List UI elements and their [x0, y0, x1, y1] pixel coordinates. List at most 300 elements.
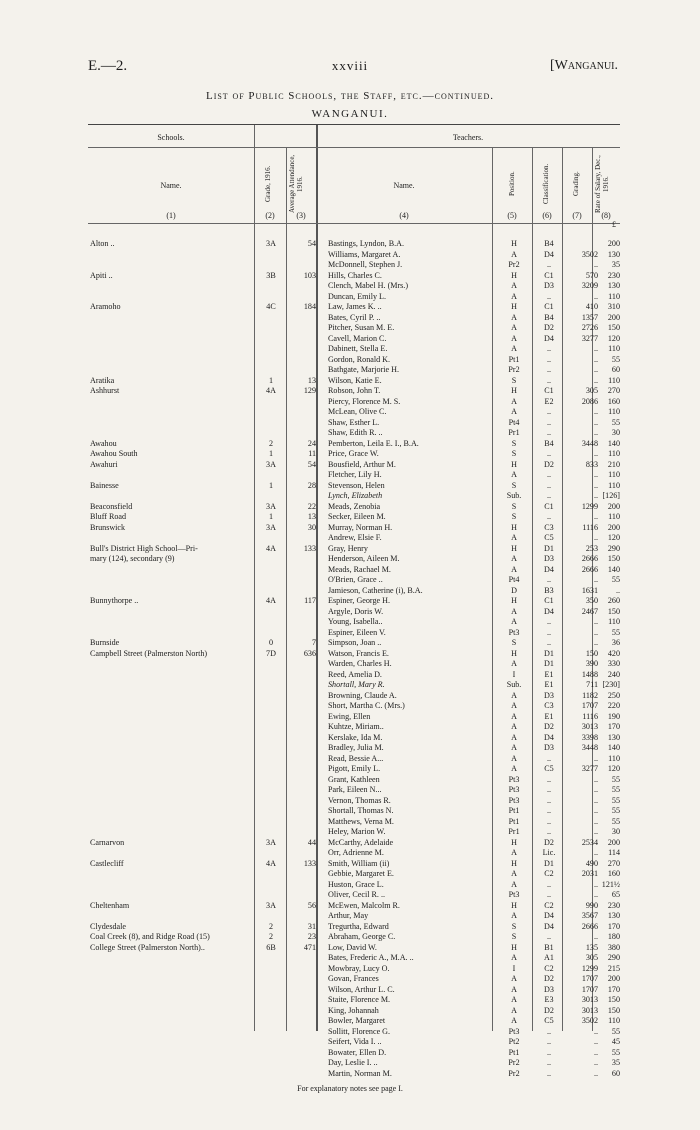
table-row — [88, 586, 620, 596]
grade-cell: 0 — [268, 638, 274, 647]
classification-cell: .. — [546, 1068, 552, 1078]
teacher-name: Clench, Mabel H. (Mrs.) — [328, 281, 409, 290]
table-row — [88, 502, 620, 512]
table-row — [88, 775, 620, 785]
table-row — [88, 838, 620, 848]
position-header: Position. — [508, 171, 516, 197]
grading-cell: 3209 — [581, 281, 598, 290]
salary-cell: 110 — [608, 617, 620, 626]
position-cell: A — [511, 533, 517, 542]
teacher-name: Smith, William (ii) — [328, 858, 390, 868]
grading-cell: .. — [593, 1068, 598, 1078]
classification-cell: .. — [546, 1058, 552, 1067]
table-row — [88, 460, 620, 470]
position-cell: H — [511, 459, 517, 469]
position-cell: A — [511, 869, 517, 878]
col-num-8: (8) — [601, 211, 611, 220]
position-cell: A — [511, 974, 517, 983]
classification-cell: D4 — [544, 249, 554, 259]
table-row — [88, 953, 620, 963]
attendance-cell: 56 — [307, 900, 316, 910]
table-row — [88, 355, 620, 365]
position-cell: A — [511, 690, 517, 700]
classification-cell: D4 — [544, 921, 554, 931]
salary-cell: 200 — [607, 522, 620, 532]
salary-cell: 200 — [607, 837, 620, 847]
teacher-name: Wilson, Katie E. — [328, 375, 382, 385]
salary-cell: 121½ — [601, 879, 620, 889]
table-row — [88, 1058, 620, 1068]
position-cell: Pt2 — [508, 1037, 520, 1046]
school-name: Carnarvon — [90, 837, 125, 847]
table-row — [88, 1037, 620, 1047]
grade-cell: 3A — [266, 459, 276, 469]
grading-header: Grading. — [572, 171, 580, 197]
grading-cell: .. — [593, 470, 598, 479]
teacher-name: Kerslake, Ida M. — [328, 732, 383, 742]
classification-cell: B4 — [544, 438, 554, 448]
teacher-name: Bradley, Julia M. — [328, 743, 384, 752]
grading-cell: 833 — [585, 459, 598, 469]
page-subtitle: List of Public Schools, the Staff, etc.—continued. — [205, 90, 495, 102]
grading-cell: .. — [593, 638, 598, 647]
teacher-name: Young, Isabella.. — [328, 617, 383, 626]
teacher-name: Andrew, Elsie F. — [328, 533, 382, 542]
attendance-cell: 184 — [303, 302, 316, 311]
teacher-name: Robson, John T. — [328, 386, 381, 395]
classification-cell: Lic. — [542, 848, 556, 857]
grading-cell: .. — [593, 533, 598, 542]
position-cell: H — [511, 302, 517, 311]
teacher-name: Simpson, Joan .. — [328, 638, 382, 647]
classification-cell: A1 — [544, 953, 554, 962]
grading-cell: 2534 — [581, 837, 598, 847]
classification-cell: .. — [546, 344, 552, 353]
attendance-cell: 13 — [307, 512, 316, 521]
grading-cell: .. — [593, 879, 598, 889]
classification-cell: .. — [546, 774, 552, 784]
classification-cell: .. — [546, 354, 552, 364]
salary-cell: 110 — [608, 470, 620, 479]
teacher-name: Bates, Cyril P. .. — [328, 312, 381, 322]
salary-cell: 310 — [607, 302, 620, 311]
salary-cell: 380 — [607, 942, 620, 952]
salary-cell: 260 — [607, 596, 620, 605]
teacher-name: Staite, Florence M. — [328, 995, 391, 1004]
table-row — [88, 691, 620, 701]
teacher-name: O'Brien, Grace .. — [328, 575, 383, 584]
grade-cell: 2 — [268, 438, 274, 448]
table-row — [88, 817, 620, 827]
classification-cell: C2 — [544, 900, 554, 910]
salary-cell: 160 — [607, 869, 620, 878]
table-row — [88, 754, 620, 764]
position-cell: S — [511, 921, 517, 931]
table-row — [88, 512, 620, 522]
classification-cell: .. — [546, 827, 552, 836]
salary-cell: 200 — [607, 501, 620, 511]
classification-cell: C5 — [544, 764, 554, 773]
position-cell: A — [511, 396, 517, 406]
classification-cell: .. — [546, 480, 552, 490]
grading-cell: 3502 — [581, 1016, 598, 1025]
classification-cell: .. — [546, 806, 552, 815]
attendance-cell: 44 — [307, 837, 316, 847]
grading-cell: 711 — [586, 680, 598, 689]
position-cell: H — [511, 837, 517, 847]
teacher-name: Cavell, Marion C. — [328, 333, 387, 343]
salary-cell: 55 — [611, 417, 620, 427]
table-row — [88, 880, 620, 890]
school-name: Bluff Road — [90, 512, 127, 521]
table-row — [88, 250, 620, 260]
grading-cell: 3502 — [581, 249, 598, 259]
salary-cell: 55 — [611, 575, 620, 584]
attendance-cell: 7 — [311, 638, 316, 647]
teacher-name: Shortall, Thomas N. — [328, 806, 394, 815]
position-cell: Pr2 — [508, 1068, 520, 1078]
classification-cell: D4 — [544, 911, 554, 920]
teacher-name: Bowler, Margaret — [328, 1016, 386, 1025]
position-cell: A — [511, 711, 517, 721]
salary-cell: 150 — [607, 606, 620, 616]
teacher-name: Wilson, Arthur L. C. — [328, 984, 395, 994]
classification-cell: .. — [546, 753, 552, 763]
position-cell: A — [511, 554, 517, 563]
teacher-name: Williams, Margaret A. — [328, 249, 401, 259]
grade-cell: 1 — [268, 375, 274, 385]
col-num-1: (1) — [166, 211, 176, 220]
position-cell: A — [511, 848, 517, 857]
classification-cell: .. — [546, 627, 552, 637]
salary-cell: 250 — [607, 690, 620, 700]
salary-cell: 110 — [608, 291, 620, 301]
classification-cell: .. — [546, 417, 552, 427]
position-cell: A — [511, 764, 517, 773]
table-row — [88, 302, 620, 312]
teacher-name: Kuhtze, Miriam.. — [328, 722, 384, 731]
position-cell: Pr2 — [508, 365, 520, 374]
salary-cell: 420 — [607, 648, 620, 658]
position-cell: A — [511, 953, 517, 962]
position-cell: D — [511, 585, 517, 595]
attendance-cell: 133 — [303, 543, 316, 553]
classification-cell: D2 — [544, 974, 554, 983]
grade-cell: 4A — [266, 596, 276, 605]
salary-cell: 130 — [607, 911, 620, 920]
classification-cell: .. — [546, 375, 552, 385]
classification-cell: C1 — [544, 270, 554, 280]
classification-cell: C3 — [544, 701, 554, 710]
grade-cell: 4A — [266, 858, 276, 868]
table-row — [88, 376, 620, 386]
col-num-5: (5) — [507, 211, 517, 220]
attendance-cell: 28 — [307, 480, 316, 490]
position-cell: A — [511, 1005, 517, 1015]
grade-cell: 3A — [266, 522, 276, 532]
teacher-name: Henderson, Aileen M. — [328, 554, 400, 563]
salary-cell: .. — [615, 585, 620, 595]
table-row — [88, 827, 620, 837]
table-row — [88, 796, 620, 806]
school-name: Alton .. — [90, 239, 115, 248]
position-cell: Pr1 — [508, 428, 520, 437]
salary-cell: 290 — [607, 543, 620, 553]
grade-cell: 3A — [266, 837, 276, 847]
teacher-name: Shortall, Mary R. — [328, 680, 385, 689]
teacher-name: Murray, Norman H. — [328, 522, 393, 532]
grading-cell: .. — [593, 753, 598, 763]
position-cell: Pt1 — [508, 816, 520, 826]
classification-cell: .. — [546, 470, 552, 479]
classification-cell: .. — [546, 617, 552, 626]
classification-cell: B4 — [544, 312, 554, 322]
position-cell: A — [511, 333, 517, 343]
classification-cell: D1 — [544, 648, 554, 658]
salary-cell: 55 — [611, 1026, 620, 1036]
classification-cell: .. — [546, 1047, 552, 1057]
teacher-name: King, Johannah — [328, 1005, 379, 1015]
grading-cell: .. — [593, 365, 598, 374]
salary-cell: 140 — [607, 438, 620, 448]
table-row — [88, 271, 620, 281]
classification-cell: .. — [546, 1037, 552, 1046]
grading-cell: 390 — [585, 659, 598, 668]
table-row — [88, 334, 620, 344]
position-cell: S — [511, 480, 517, 490]
classification-cell: C1 — [544, 386, 554, 395]
grading-cell: 1182 — [582, 690, 598, 700]
table-row — [88, 523, 620, 533]
classification-cell: D3 — [544, 984, 554, 994]
table-row — [88, 1048, 620, 1058]
classification-cell: .. — [546, 932, 552, 941]
grading-cell: 3013 — [581, 722, 598, 731]
position-cell: H — [511, 858, 517, 868]
classification-cell: D2 — [544, 1005, 554, 1015]
salary-cell: 60 — [611, 365, 620, 374]
attendance-cell: 31 — [307, 921, 316, 931]
teacher-name: Day, Leslie I. .. — [328, 1058, 378, 1067]
teacher-name: Piercy, Florence M. S. — [328, 396, 401, 406]
teacher-name: Short, Martha C. (Mrs.) — [328, 701, 405, 710]
classification-header: Classification. — [542, 163, 550, 205]
salary-cell: 120 — [607, 533, 620, 542]
table-row — [88, 544, 620, 554]
teacher-name: Pitcher, Susan M. E. — [328, 323, 395, 332]
attendance-cell: 24 — [307, 438, 316, 448]
grading-cell: 3277 — [581, 764, 598, 773]
position-cell: A — [511, 732, 517, 742]
attendance-header: Average Attendance, 1916. — [288, 154, 304, 214]
teacher-name: Meads, Rachael M. — [328, 564, 391, 574]
grading-cell: 1707 — [581, 974, 598, 983]
table-row — [88, 901, 620, 911]
table-row — [88, 680, 620, 690]
salary-cell: 200 — [607, 974, 620, 983]
position-cell: H — [511, 543, 517, 553]
grading-cell: .. — [593, 827, 598, 836]
teacher-name: Lynch, Elizabeth — [328, 491, 383, 500]
position-cell: Pt3 — [508, 785, 520, 794]
salary-cell: 114 — [608, 848, 620, 857]
teacher-name: Secker, Eileen M. — [328, 512, 386, 521]
grading-cell: .. — [593, 375, 598, 385]
table-row — [88, 439, 620, 449]
grading-cell: 305 — [585, 953, 598, 962]
grading-cell: .. — [593, 428, 598, 437]
teacher-name: Law, James K. .. — [328, 302, 382, 311]
grading-cell: 3398 — [581, 732, 598, 742]
classification-cell: C3 — [544, 522, 554, 532]
salary-cell: 30 — [611, 428, 620, 437]
attendance-cell: 117 — [304, 596, 316, 605]
salary-header: Rate of Salary, Dec., 1916. — [594, 155, 610, 213]
grading-cell: .. — [593, 449, 598, 458]
teacher-name: Matthews, Verna M. — [328, 816, 394, 826]
school-name: Beaconsfield — [90, 501, 133, 511]
school-name: Apiti .. — [90, 270, 113, 280]
teacher-name: Grant, Kathleen — [328, 774, 380, 784]
teacher-name: Watson, Francis E. — [328, 648, 389, 658]
table-row — [88, 995, 620, 1005]
classification-cell: B1 — [544, 942, 554, 952]
table-row — [88, 932, 620, 942]
salary-cell: 110 — [608, 512, 620, 521]
position-cell: Pr2 — [508, 1058, 520, 1067]
school-name: Burnside — [90, 638, 120, 647]
table-row — [88, 869, 620, 879]
salary-cell: 55 — [611, 795, 620, 805]
classification-cell: D4 — [544, 732, 554, 742]
classification-cell: E2 — [544, 396, 554, 406]
grading-cell: 3567 — [581, 911, 598, 920]
grading-cell: .. — [593, 417, 598, 427]
classification-cell: C5 — [544, 533, 554, 542]
salary-cell: 65 — [611, 890, 620, 899]
salary-cell: 270 — [607, 386, 620, 395]
classification-cell: D2 — [544, 837, 554, 847]
region-title: WANGANUI. — [311, 108, 389, 120]
position-cell: A — [511, 1016, 517, 1025]
classification-cell: D2 — [544, 323, 554, 332]
grading-cell: 990 — [585, 900, 598, 910]
grading-cell: .. — [593, 848, 598, 857]
position-cell: Sub. — [506, 680, 522, 689]
position-cell: H — [511, 522, 517, 532]
teacher-name: Arthur, May — [328, 911, 369, 920]
school-name: College Street (Palmerston North).. — [90, 942, 205, 952]
salary-cell: 55 — [611, 354, 620, 364]
teacher-name: Bastings, Lyndon, B.A. — [328, 239, 404, 248]
classification-cell: E1 — [544, 680, 554, 689]
teacher-name: Sollitt, Florence G. — [328, 1026, 391, 1036]
salary-cell: 55 — [611, 774, 620, 784]
position-cell: S — [511, 375, 517, 385]
teacher-name: Read, Bessie A... — [328, 753, 384, 763]
col-num-3: (3) — [296, 211, 306, 220]
grading-cell: .. — [593, 1037, 598, 1046]
grading-cell: 3448 — [581, 743, 598, 752]
grading-cell: 2666 — [581, 564, 598, 574]
salary-cell: 130 — [607, 249, 620, 259]
position-cell: A — [511, 995, 517, 1004]
classification-cell: C2 — [544, 869, 554, 878]
grading-cell: .. — [593, 774, 598, 784]
grading-cell: .. — [593, 480, 598, 490]
salary-cell: 290 — [607, 953, 620, 962]
salary-cell: 120 — [607, 333, 620, 343]
position-cell: Pr1 — [508, 827, 520, 836]
grading-cell: .. — [593, 890, 598, 899]
table-row — [88, 344, 620, 354]
grading-cell: .. — [593, 627, 598, 637]
table-row — [88, 533, 620, 543]
table-row — [88, 659, 620, 669]
position-cell: Pt3 — [508, 774, 520, 784]
grading-cell: .. — [593, 617, 598, 626]
salary-cell: 170 — [607, 722, 620, 731]
rule-h — [88, 223, 620, 224]
position-cell: A — [511, 617, 517, 626]
position-cell: Pr2 — [508, 260, 520, 269]
grade-header: Grade, 1916. — [264, 165, 272, 203]
table-row — [88, 1016, 620, 1026]
table-row — [88, 565, 620, 575]
attendance-cell: 13 — [307, 375, 316, 385]
grade-cell: 3A — [266, 900, 276, 910]
salary-cell: 140 — [607, 564, 620, 574]
teacher-name: Warden, Charles H. — [328, 659, 392, 668]
salary-cell: 330 — [607, 659, 620, 668]
classification-cell: E1 — [544, 711, 554, 721]
teacher-name: Price, Grace W. — [328, 449, 379, 458]
classification-cell: D4 — [544, 333, 554, 343]
table-row — [88, 596, 620, 606]
school-name: Bainesse — [90, 480, 119, 490]
classification-cell: D4 — [544, 564, 554, 574]
attendance-cell: 103 — [303, 270, 316, 280]
teacher-name: Bowater, Ellen D. — [328, 1047, 387, 1057]
grading-cell: .. — [593, 932, 598, 941]
salary-cell: [126] — [602, 491, 620, 500]
table-row — [88, 313, 620, 323]
grading-cell: 2086 — [581, 396, 598, 406]
table-row — [88, 974, 620, 984]
table-row — [88, 239, 620, 249]
table-row — [88, 281, 620, 291]
grade-cell: 3A — [266, 239, 276, 248]
col-num-6: (6) — [542, 211, 552, 220]
page-ref: E.—2. — [88, 58, 128, 74]
classification-cell: .. — [546, 428, 552, 437]
salary-cell: 215 — [607, 963, 620, 973]
table-row — [88, 722, 620, 732]
position-cell: S — [511, 932, 517, 941]
table-row — [88, 890, 620, 900]
schools-group-header: Schools. — [157, 133, 185, 142]
salary-cell: 60 — [611, 1068, 620, 1078]
salary-cell: 150 — [607, 554, 620, 563]
attendance-cell: 30 — [307, 522, 316, 532]
position-cell: A — [511, 659, 517, 668]
classification-cell: D4 — [544, 606, 554, 616]
teacher-name: Govan, Frances — [328, 974, 379, 983]
school-name-header: Name. — [160, 181, 182, 190]
grade-cell: 3B — [266, 270, 276, 280]
table-row — [88, 365, 620, 375]
teacher-name: McLean, Olive C. — [328, 407, 387, 416]
